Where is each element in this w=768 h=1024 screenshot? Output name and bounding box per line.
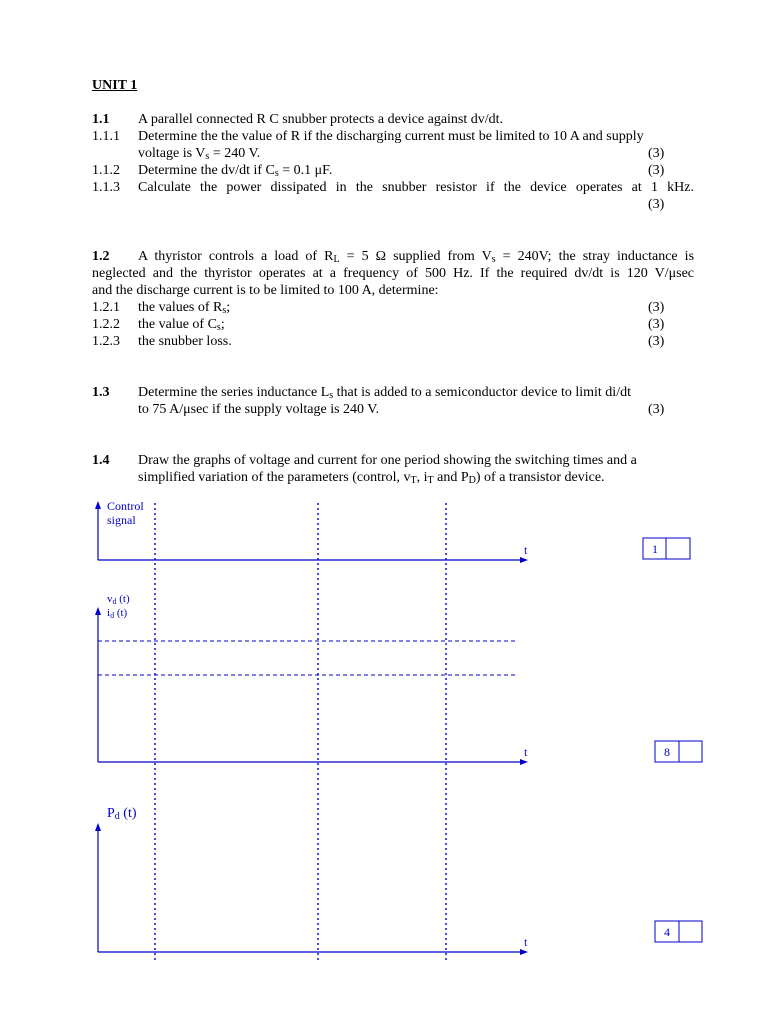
graph2-mark-value: 8 — [664, 745, 670, 759]
graph2-x-arrow — [520, 759, 528, 765]
q1-1-2-marks: (3) — [648, 163, 665, 178]
q1-2-3-marks: (3) — [648, 334, 665, 349]
graph2-axis-label: t — [524, 745, 528, 759]
graph3-x-arrow — [520, 949, 528, 955]
q1-1-number: 1.1 — [92, 112, 110, 127]
q1-2-line3: and the discharge current is to be limited to 100 A, determine: — [92, 283, 439, 298]
graph3-y-arrow — [95, 823, 101, 831]
q1-3-marks: (3) — [648, 402, 665, 417]
graph1-y-arrow — [95, 501, 101, 509]
q1-1-3-number: 1.1.3 — [92, 180, 120, 195]
q1-4-line1: Draw the graphs of voltage and current for one period showing the switching times and a — [138, 453, 637, 468]
q1-3-line2: to 75 A/μsec if the supply voltage is 240 V. — [138, 402, 380, 417]
q1-2-line1: A thyristor controls a load of $R_L = 5$ Ω supplied from $V_s = 240V$; the stray inductance is — [138, 249, 695, 265]
graph1-mark-value: 1 — [652, 542, 658, 556]
graph3-mark-value: 4 — [664, 925, 670, 939]
graph2-y-arrow — [95, 607, 101, 615]
q1-2-3-number: 1.2.3 — [92, 334, 120, 349]
q1-1-3-marks: (3) — [648, 197, 665, 212]
q1-1-1-marks: (3) — [648, 146, 665, 161]
q1-4-line2: simplified variation of the parameters (control, $v_T$, $i_T$ and $P_D$) of a transistor device. — [138, 470, 605, 486]
q1-1-1-text-line2: voltage is $V_s = 240$ V. — [138, 146, 261, 162]
q1-2-1-text: the values of $R_s$; — [138, 300, 231, 316]
q1-1-text: A parallel connected R C snubber protects a device against dv/dt. — [138, 112, 504, 127]
q1-2-2-number: 1.2.2 — [92, 317, 120, 332]
graph1-axis-label: t — [524, 543, 528, 557]
graph1-label-line2: signal — [107, 513, 136, 527]
unit-title: UNIT 1 — [92, 78, 138, 93]
q1-3-number: 1.3 — [92, 385, 110, 400]
q1-1-2-number: 1.1.2 — [92, 163, 120, 178]
q1-2-2-marks: (3) — [648, 317, 665, 332]
q1-2-number: 1.2 — [92, 249, 110, 264]
q1-2-1-marks: (3) — [648, 300, 665, 315]
graph2-label-id: id (t) — [107, 607, 128, 620]
q1-1-2-text: Determine the dv/dt if $C_s = 0.1$ μF. — [138, 163, 333, 179]
q1-2-line2: neglected and the thyristor operates at a frequency of 500 Hz. If the required dv/dt is 120 V/μsec — [92, 266, 694, 281]
graph2-label-vd: vd (t) — [107, 593, 130, 606]
graph3-label: Pd (t) — [107, 806, 137, 822]
q1-1-1-text: Determine the the value of R if the discharging current must be limited to 10 A and supply — [138, 129, 644, 144]
q1-3-line1: Determine the series inductance $L_s$ that is added to a semiconductor device to limit di/dt — [138, 385, 631, 401]
q1-4-number: 1.4 — [92, 453, 110, 468]
q1-1-1-number: 1.1.1 — [92, 129, 120, 144]
graph1-label-line1: Control — [107, 499, 144, 513]
q1-2-3-text: the snubber loss. — [138, 334, 232, 349]
q1-1-3-text: Calculate the power dissipated in the snubber resistor if the device operates at 1 kHz. — [138, 180, 694, 195]
q1-2-1-number: 1.2.1 — [92, 300, 120, 315]
q1-2-2-text: the value of $C_s$; — [138, 317, 225, 333]
graph1-x-arrow — [520, 557, 528, 563]
graph3-axis-label: t — [524, 935, 528, 949]
